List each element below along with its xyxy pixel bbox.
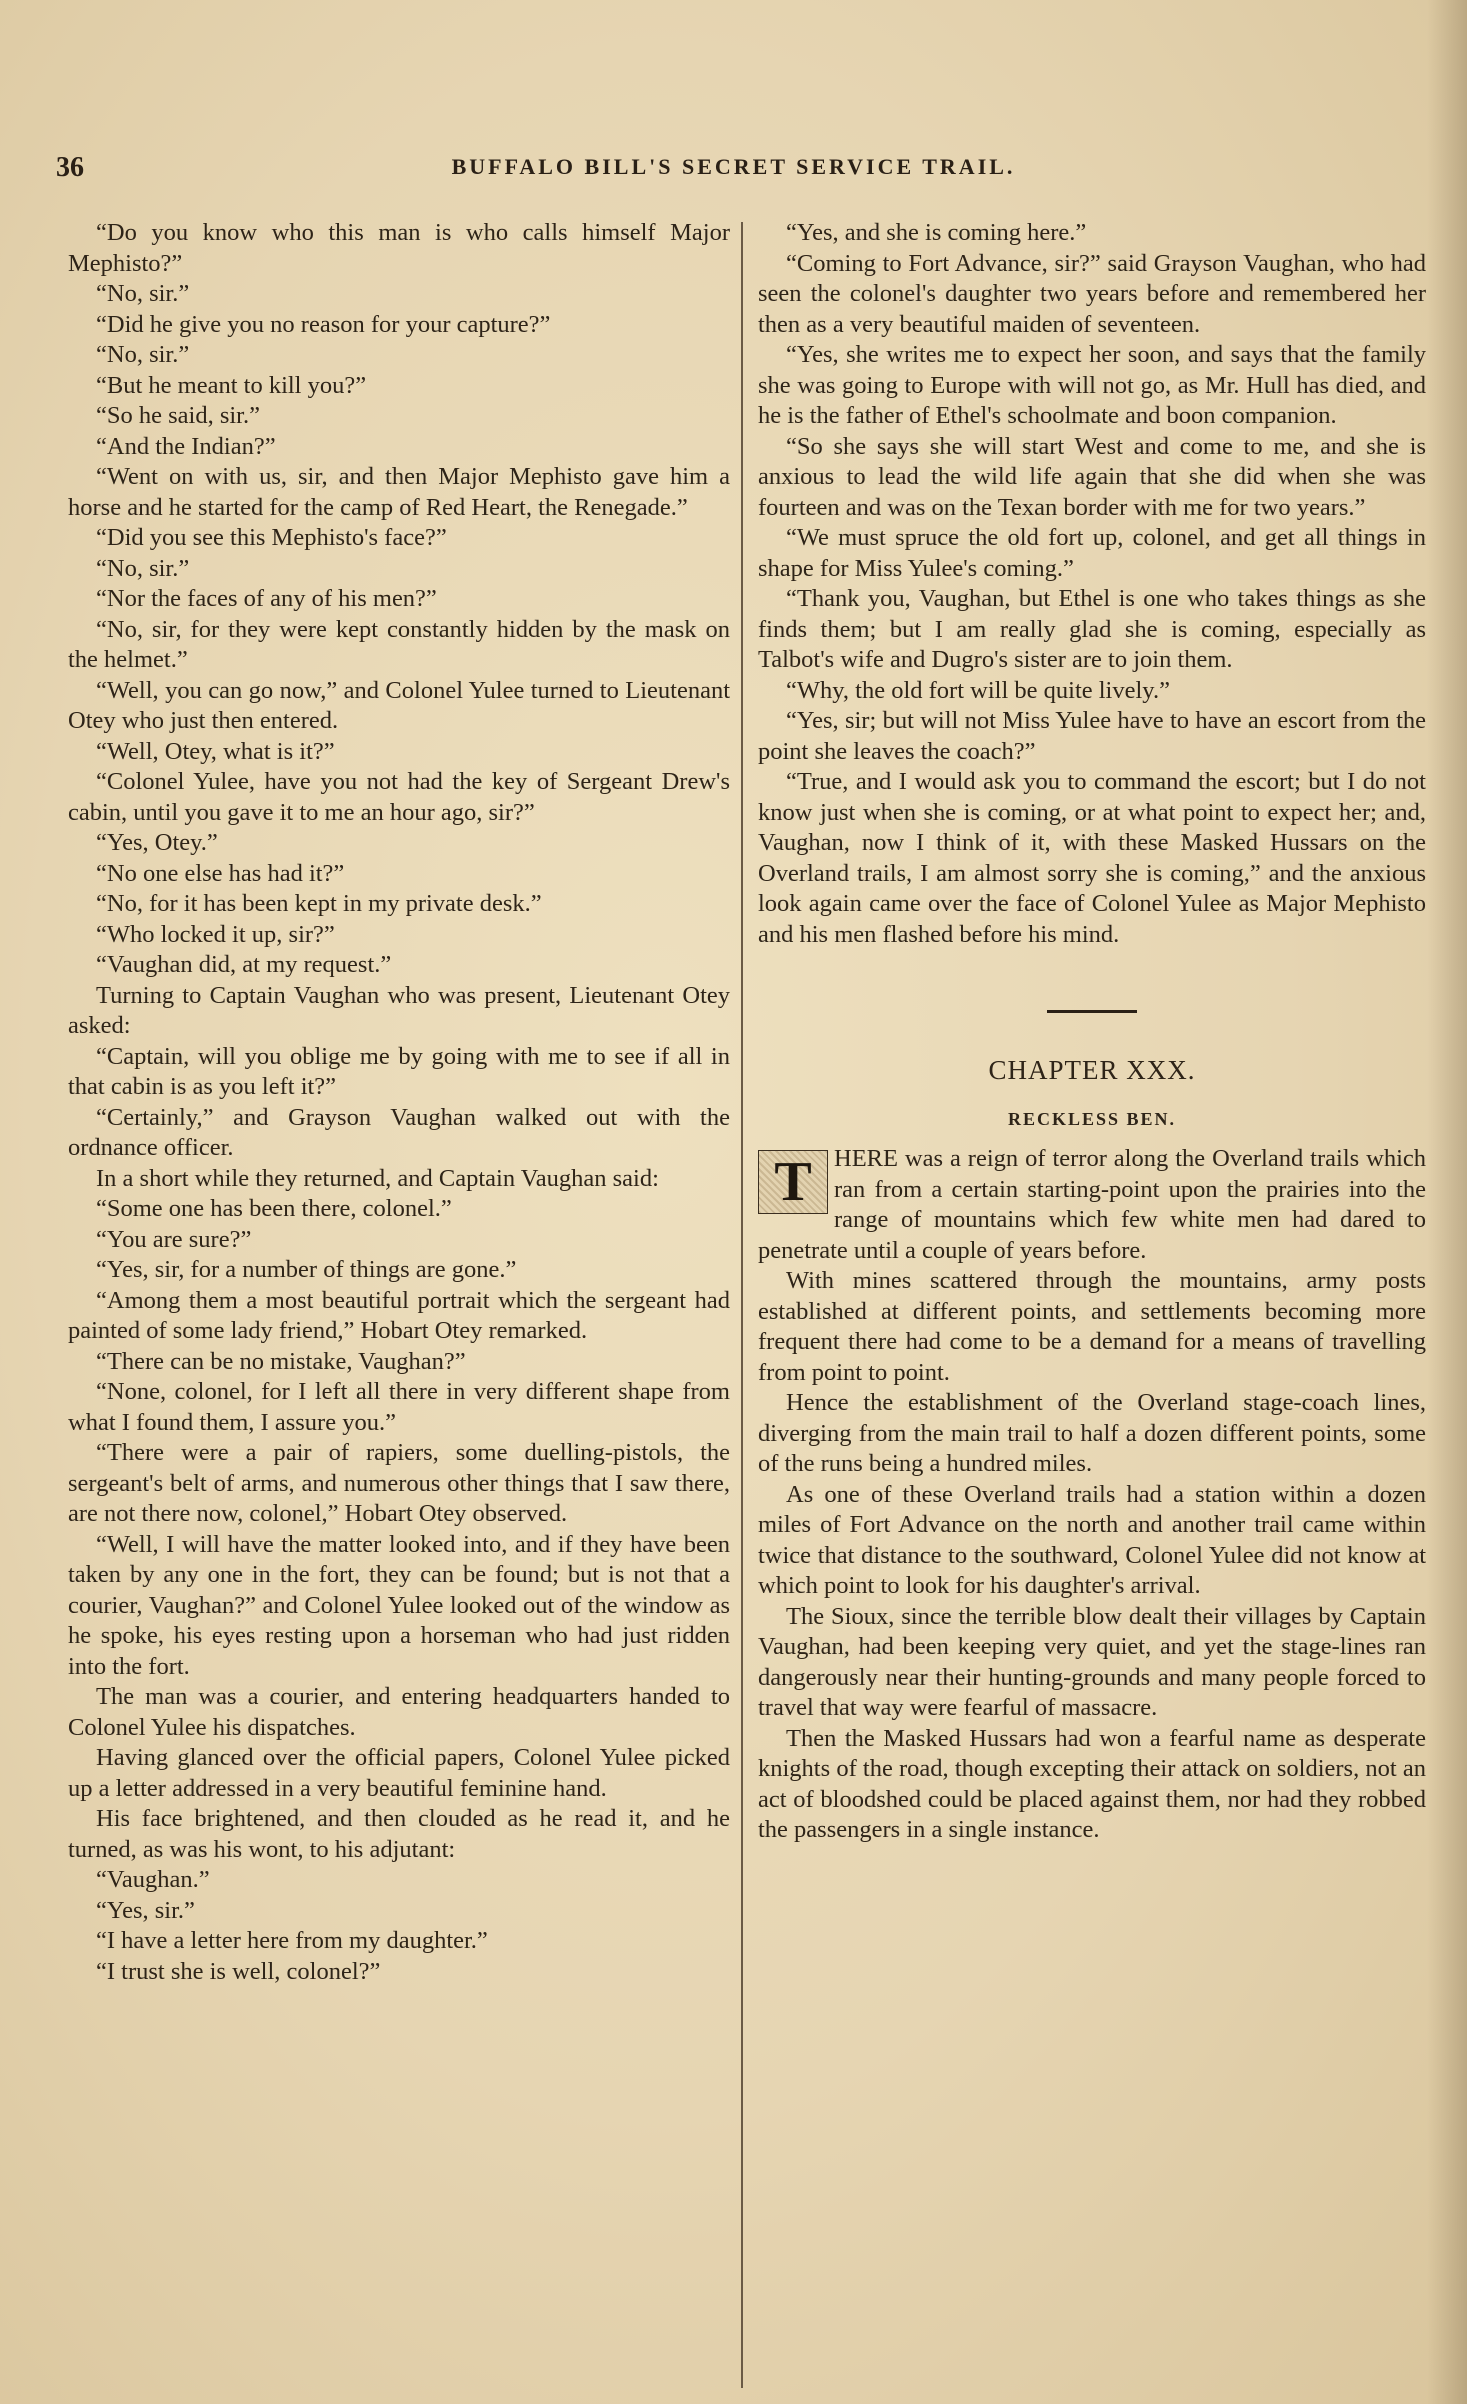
page-edge-shadow (1427, 0, 1467, 2404)
paragraph: “Well, Otey, what is it?” (96, 737, 335, 765)
paragraph: “But he meant to kill you?” (96, 371, 367, 399)
paragraph: “Nor the faces of any of his men?” (96, 585, 437, 612)
paragraph: “Went on with us, sir, and then Major Mephisto gave him a horse and he started for the camp of Red Heart, the Renegade.” (68, 463, 730, 521)
drop-cap-letter: T (774, 1151, 812, 1213)
paragraph: “Did you see this Mephisto's face?” (96, 524, 447, 551)
page-number: 36 (56, 152, 84, 183)
paragraph: “And the Indian?” (96, 432, 276, 460)
paragraph: Turning to Captain Vaughan who was present, Lieutenant Otey asked: (68, 981, 730, 1039)
paragraph: “No, for it has been kept in my private desk.” (96, 890, 542, 917)
paragraph: “Yes, Otey.” (96, 829, 218, 856)
paragraph: “No, sir.” (96, 341, 190, 368)
paragraph: With mines scattered through the mountains, army posts established at different points, and settlements becoming more frequent there had come to be a demand for a means of travelling from point to point. (758, 1267, 1426, 1386)
paragraph: “Did he give you no reason for your capture?” (96, 310, 551, 338)
paragraph: “I trust she is well, colonel?” (96, 1957, 381, 1985)
paragraph: “Captain, will you oblige me by going with me to see if all in that cabin is as you left it?” (68, 1042, 730, 1100)
paragraph: “There can be no mistake, Vaughan?” (96, 1347, 466, 1375)
drop-cap-ornament (758, 1150, 828, 1214)
paragraph: “Among them a most beautiful portrait which the sergeant had painted of some lady friend,” Hobart Otey remarked. (68, 1286, 730, 1344)
paragraph: “Well, you can go now,” and Colonel Yulee turned to Lieutenant Otey who just then entered. (68, 676, 730, 734)
paragraph: “I have a letter here from my daughter.” (96, 1927, 488, 1954)
running-title: BUFFALO BILL'S SECRET SERVICE TRAIL. (451, 154, 1016, 179)
chapter-title: CHAPTER XXX. (988, 1055, 1196, 1085)
paragraph: “Why, the old fort will be quite lively.” (786, 676, 1170, 704)
paragraph: “Vaughan.” (96, 1866, 210, 1893)
left-column (68, 218, 730, 1987)
paragraph: “Vaughan did, at my request.” (96, 951, 392, 978)
paragraph: “Do you know who this man is who calls himself Major Mephisto?” (68, 219, 730, 277)
paragraph: “Yes, she writes me to expect her soon, and says that the family she was going to Europe with will not go, as Mr. Hull has died, and he is the father of Ethel's schoolmate and boon companion. (758, 341, 1426, 429)
paragraph: “Thank you, Vaughan, but Ethel is one who takes things as she finds them; but I am really glad she is coming, especially as Talbot's wife and Dugro's sister are to join them. (758, 585, 1426, 673)
section-divider (1047, 1010, 1137, 1013)
paragraph: “No, sir.” (96, 554, 190, 582)
paragraph: The Sioux, since the terrible blow dealt their villages by Captain Vaughan, had been keeping very quiet, and yet the stage-lines ran dangerously near their hunting-grounds and many people forced to travel that way were fearful of massacre. (758, 1602, 1426, 1721)
paragraph: “There were a pair of rapiers, some duelling-pistols, the sergeant's belt of arms, and numerous other things that I saw there, are not there now, colonel,” Hobart Otey observed. (68, 1439, 730, 1527)
paragraph: “Yes, sir; but will not Miss Yulee have to have an escort from the point she leaves the coach?” (758, 707, 1426, 765)
paragraph: The man was a courier, and entering headquarters handed to Colonel Yulee his dispatches. (68, 1683, 730, 1741)
paragraph: Hence the establishment of the Overland stage-coach lines, diverging from the main trail to half a dozen different points, some of the runs being a hundred miles. (758, 1389, 1426, 1477)
paragraph: “We must spruce the old fort up, colonel, and get all things in shape for Miss Yulee's coming.” (758, 524, 1426, 582)
chapter-opening-paragraph (758, 1144, 1426, 1266)
paragraph: “Yes, sir.” (96, 1896, 195, 1924)
paragraph: “You are sure?” (96, 1225, 252, 1253)
paragraph: “Colonel Yulee, have you not had the key of Sergeant Drew's cabin, until you gave it to me an hour ago, sir?” (68, 768, 730, 826)
paragraph: “None, colonel, for I left all there in very different shape from what I found them, I assure you.” (68, 1378, 730, 1436)
column-divider (741, 222, 743, 2388)
paragraph: In a short while they returned, and Captain Vaughan said: (96, 1164, 659, 1192)
paragraph: Then the Masked Hussars had won a fearful name as desperate knights of the road, though excepting their attack on soldiers, not an act of bloodshed could be placed against them, nor had they robbed the passengers in a single instance. (758, 1724, 1426, 1843)
paragraph: “Coming to Fort Advance, sir?” said Grayson Vaughan, who had seen the colonel's daughter two years before and remembered her then as a very beautiful maiden of seventeen. (758, 249, 1426, 338)
paragraph: Having glanced over the official papers, Colonel Yulee picked up a letter addressed in a very beautiful feminine hand. (68, 1744, 730, 1802)
paragraph: “So he said, sir.” (96, 402, 260, 429)
paragraph: “So she says she will start West and come to me, and she is anxious to lead the wild life again that she did when she was fourteen and was on the Texan border with me for two years.” (758, 432, 1426, 521)
paragraph: “Some one has been there, colonel.” (96, 1195, 452, 1222)
paragraph: “True, and I would ask you to command the escort; but I do not know just when she is coming, or at what point to expect her; and, Vaughan, now I think of it, with these Masked Hussars on the Overland trails, I am almost sorry she is coming,” and the anxious look again came over the face of Colonel Yulee as Major Mephisto and his men flashed before his mind. (758, 768, 1426, 948)
opening-text: HERE was a reign of terror along the Overland trails which ran from a certain starting-point upon the prairies into the range of mountains which few white men had dared to penetrate until a couple of years before. (758, 1145, 1426, 1264)
paragraph: “No, sir.” (96, 280, 190, 307)
paragraph: “Yes, and she is coming here.” (786, 219, 1087, 246)
paragraph: “Who locked it up, sir?” (96, 920, 335, 948)
paragraph: His face brightened, and then clouded as he read it, and he turned, as was his wont, to his adjutant: (68, 1805, 730, 1863)
paragraph: “No one else has had it?” (96, 859, 345, 887)
paragraph: As one of these Overland trails had a station within a dozen miles of Fort Advance on the north and another trail came within twice that distance to the southward, Colonel Yulee did not know at which point to look for his daughter's arrival. (758, 1480, 1426, 1599)
paragraph: “Certainly,” and Grayson Vaughan walked out with the ordnance officer. (68, 1103, 730, 1161)
paragraph: “Yes, sir, for a number of things are gone.” (96, 1256, 517, 1283)
chapter-subtitle: RECKLESS BEN. (1007, 1108, 1177, 1129)
paragraph: “No, sir, for they were kept constantly hidden by the mask on the helmet.” (68, 615, 730, 673)
paragraph: “Well, I will have the matter looked into, and if they have been taken by any one in the fort, they can be found; but is not that a courier, Vaughan?” and Colonel Yulee looked out of the window as he spoke, his eyes resting upon a horseman who had just ridden into the fort. (68, 1530, 730, 1680)
right-column (758, 218, 1426, 1846)
